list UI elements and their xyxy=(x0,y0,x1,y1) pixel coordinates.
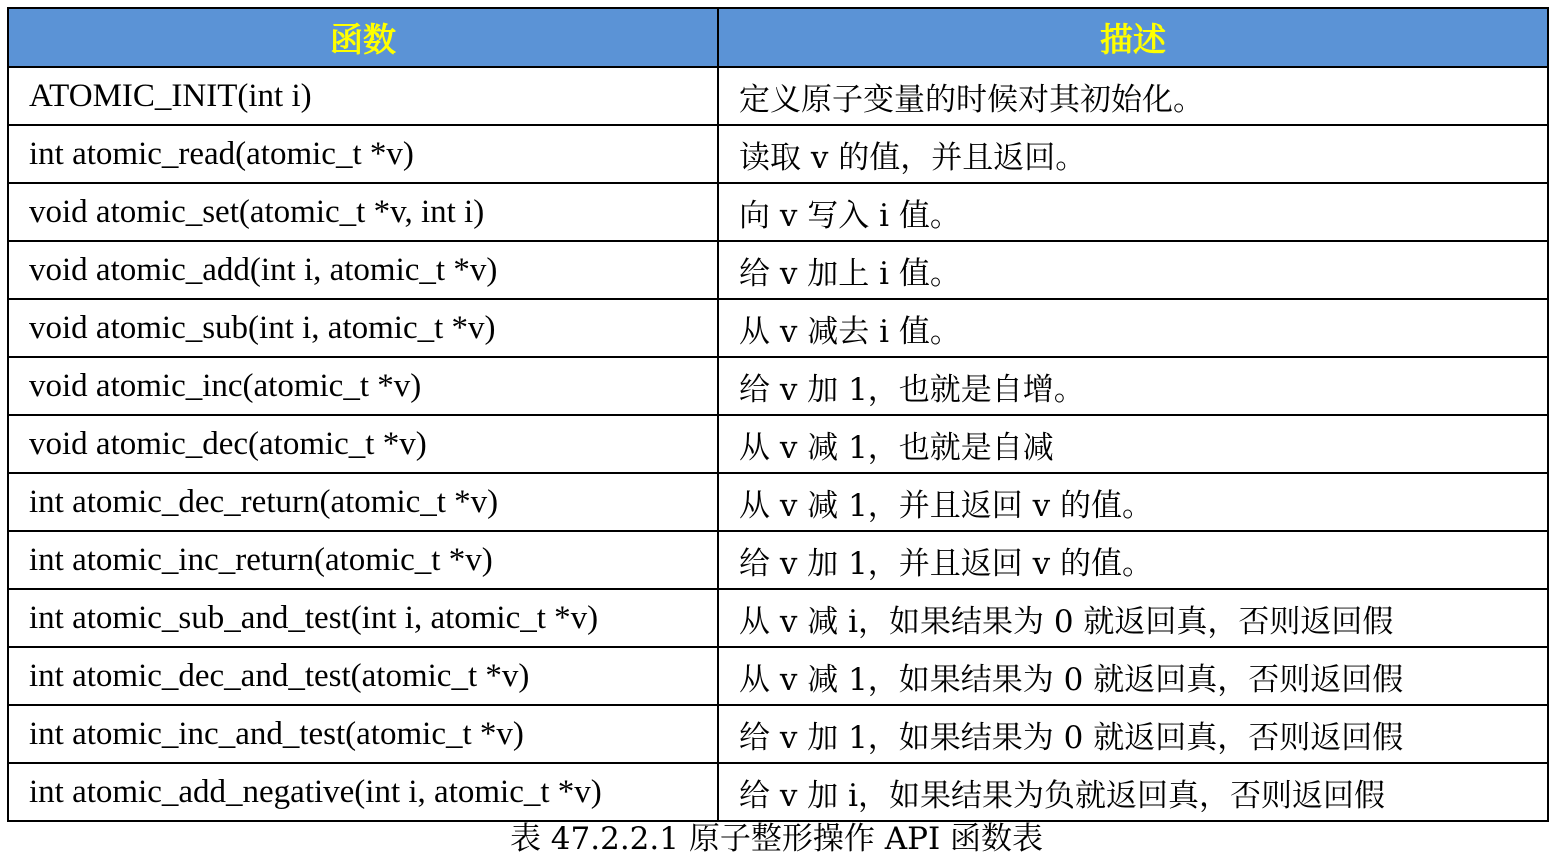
header-description: 描述 xyxy=(718,8,1548,67)
function-cell: void atomic_add(int i, atomic_t *v) xyxy=(8,241,718,299)
table-row xyxy=(8,357,1548,415)
function-cell: int atomic_dec_return(atomic_t *v) xyxy=(8,473,718,531)
table-row xyxy=(8,705,1548,763)
table-row xyxy=(8,241,1548,299)
description-cell: 从 v 减 1，也就是自减 xyxy=(718,415,1548,473)
function-cell: void atomic_inc(atomic_t *v) xyxy=(8,357,718,415)
description-cell: 给 v 加上 i 值。 xyxy=(718,241,1548,299)
function-cell: int atomic_dec_and_test(atomic_t *v) xyxy=(8,647,718,705)
description-cell: 向 v 写入 i 值。 xyxy=(718,183,1548,241)
table-row xyxy=(8,125,1548,183)
function-cell: void atomic_set(atomic_t *v, int i) xyxy=(8,183,718,241)
table-row xyxy=(8,67,1548,125)
table-row xyxy=(8,415,1548,473)
description-cell: 给 v 加 i，如果结果为负就返回真，否则返回假 xyxy=(718,763,1548,821)
function-cell: int atomic_inc_return(atomic_t *v) xyxy=(8,531,718,589)
table-row xyxy=(8,183,1548,241)
function-cell: int atomic_read(atomic_t *v) xyxy=(8,125,718,183)
description-cell: 定义原子变量的时候对其初始化。 xyxy=(718,67,1548,125)
function-cell: int atomic_add_negative(int i, atomic_t *v) xyxy=(8,763,718,821)
api-function-table xyxy=(7,7,1549,822)
function-cell: int atomic_inc_and_test(atomic_t *v) xyxy=(8,705,718,763)
description-cell: 给 v 加 1，如果结果为 0 就返回真，否则返回假 xyxy=(718,705,1548,763)
table-caption: 表 47.2.2.1 原子整形操作 API 函数表 xyxy=(509,821,1044,857)
function-cell: void atomic_sub(int i, atomic_t *v) xyxy=(8,299,718,357)
table-header-row xyxy=(8,8,1548,67)
table-row xyxy=(8,473,1548,531)
description-cell: 从 v 减去 i 值。 xyxy=(718,299,1548,357)
description-cell: 给 v 加 1，并且返回 v 的值。 xyxy=(718,531,1548,589)
header-function: 函数 xyxy=(8,8,718,67)
function-cell: ATOMIC_INIT(int i) xyxy=(8,67,718,125)
description-cell: 从 v 减 i，如果结果为 0 就返回真，否则返回假 xyxy=(718,589,1548,647)
description-cell: 读取 v 的值，并且返回。 xyxy=(718,125,1548,183)
description-cell: 给 v 加 1，也就是自增。 xyxy=(718,357,1548,415)
function-cell: int atomic_sub_and_test(int i, atomic_t *v) xyxy=(8,589,718,647)
function-cell: void atomic_dec(atomic_t *v) xyxy=(8,415,718,473)
table-row xyxy=(8,531,1548,589)
description-cell: 从 v 减 1，如果结果为 0 就返回真，否则返回假 xyxy=(718,647,1548,705)
description-cell: 从 v 减 1，并且返回 v 的值。 xyxy=(718,473,1548,531)
table-row xyxy=(8,763,1548,821)
table-row xyxy=(8,647,1548,705)
table-row xyxy=(8,299,1548,357)
table-row xyxy=(8,589,1548,647)
